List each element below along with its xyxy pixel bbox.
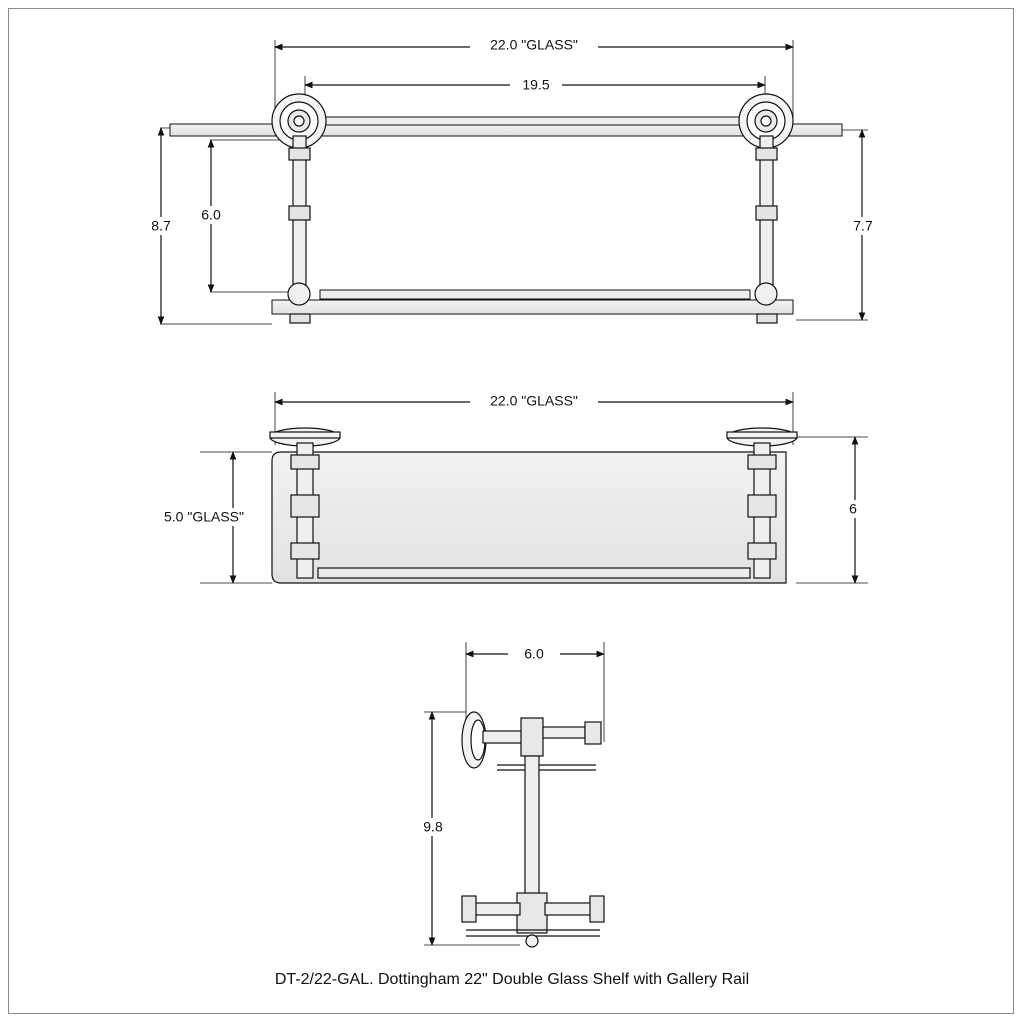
dim-side-projection: 6.0	[524, 645, 544, 662]
dim-front-overall-height: 8.7	[151, 217, 171, 234]
side-elevation-view	[424, 642, 604, 947]
dim-plan-right-depth: 6	[849, 500, 857, 517]
dim-front-right-height: 7.7	[853, 217, 873, 234]
dim-side-height: 9.8	[423, 818, 443, 835]
drawing-caption: DT-2/22-GAL. Dottingham 22" Double Glass Shelf with Gallery Rail	[274, 971, 750, 989]
dim-plan-depth: 5.0 "GLASS"	[164, 508, 244, 525]
top-plan-view	[200, 392, 868, 583]
dim-front-overall-width: 22.0 "GLASS"	[490, 36, 578, 53]
dim-front-mount-spacing: 19.5	[522, 76, 550, 93]
dim-front-shelf-gap: 6.0	[201, 206, 221, 223]
dim-plan-width: 22.0 "GLASS"	[490, 392, 578, 409]
